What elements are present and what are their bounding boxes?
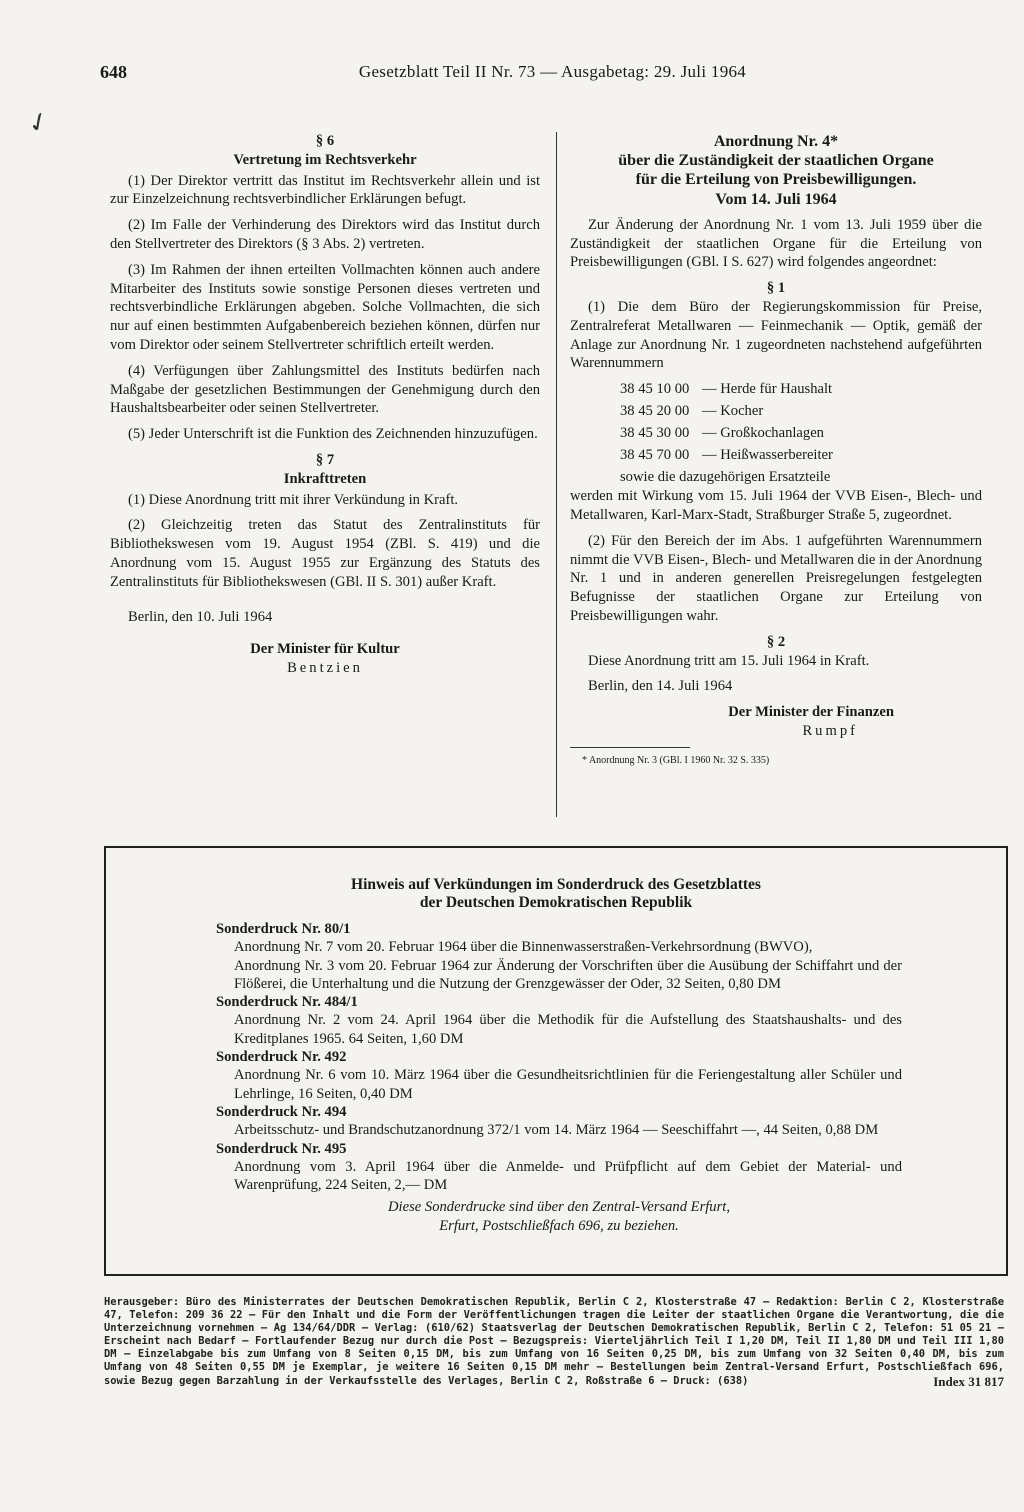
paragraph: (1) Die dem Büro der Regierungskommission für Preise, Zentralreferat Metallwaren — Feinmechanik — Optik, gemäß der Anlage zur Anordnung Nr. 1 zugeordneten nachstehend aufgeführten Warennummern [570, 298, 982, 372]
special-print-entry: Anordnung Nr. 6 vom 10. März 1964 über die Gesundheitsrichtlinien für die Feriengestaltung aller Schüler und Lehrlinge, 16 Seiten, 0,40 DM [234, 1067, 902, 1102]
place-date: Berlin, den 10. Juli 1964 [128, 608, 273, 625]
pen-mark-icon: ✓ [22, 104, 55, 141]
paragraph: (2) Für den Bereich der im Abs. 1 aufgeführten Warennummern nimmt die VVB Eisen-, Blech- und Metallwaren die in der Anordnung Nr. 1 und in anderen generellen Preisregelungen festgelegten Befugnisse der staatlichen Organe zur Erteilung von Preisbewilligungen wahr. [570, 532, 982, 624]
special-print-entry: Anordnung Nr. 2 vom 24. April 1964 über die Methodik für die Aufstellung des Staatshaushalts- und des Kreditplanes 1965. 64 Seiten, 1,60 DM [234, 1012, 902, 1047]
notice-heading-line: der Deutschen Demokratischen Republik [419, 894, 693, 911]
notice-box [104, 846, 1008, 1276]
item-code: 38 45 30 00 [620, 424, 690, 441]
signer-name: Bentzien [287, 660, 363, 677]
notice-body [216, 920, 902, 1235]
index-number: Index 31 817 [933, 1373, 1004, 1389]
list-item [620, 402, 982, 421]
item-code: 38 45 70 00 [620, 446, 690, 463]
imprint-text: Herausgeber: Büro des Ministerrates der Deutschen Demokratischen Republik, Berlin C 2, Klosterstraße 47 – Redaktion: Berlin C 2, Klosterstraße 47, Telefon: 209 36 22 – Für den Inhalt und die Form der Veröffentlichungen tragen die Leiter der staatlichen Organe die Verantwortung, die die Unterzeichnung vornehmen – Ag 134/64/DDR – Verlag: (610/62) Staatsverlag der Deutschen Demokratischen Republik, Berlin C 2, Telefon: 51 05 21 – Erscheint nach Bedarf – Fortlaufender Bezug nur durch die Post – Bezugspreis: Vierteljährlich Teil I 1,20 DM, Teil II 1,80 DM und Teil III 1,80 DM – Einzelabgabe bis zum Umfang von 8 Seiten 0,15 DM, bis zum Umfang von 16 Seiten 0,25 DM, bis zum Umfang von 32 Seiten 0,40 DM, bis zum Umfang von 48 Seiten 0,55 DM je Exemplar, je weitere 16 Seiten 0,15 DM mehr – Bestellungen beim Zentral-Versand Erfurt, Postschließfach 696, sowie Bezug gegen Barzahlung in der Verkaufsstelle des Verlages, Berlin C 2, Roßstraße 6 – Druck: (638) [104, 1296, 1004, 1387]
paragraph: (2) Gleichzeitig treten das Statut des Zentralinstituts für Bibliothekswesen vom 19. August 1954 (ZBl. S. 419) und die Anordnung vom 15. August 1955 zur Ergänzung des Statuts des Zentralinstituts für Bibliothekswesen (GBl. II S. 301) außer Kraft. [110, 517, 540, 590]
special-print-entry: Anordnung Nr. 3 vom 20. Februar 1964 zur Änderung der Vorschriften über die Ausübung der Schiffahrt und der Flößerei, die Unterhaltung und die Nutzung der Grenzgewässer der Oder, 32 Seiten, 0,80 DM [234, 957, 902, 992]
paragraph: Zur Änderung der Anordnung Nr. 1 vom 13. Juli 1959 über die Zuständigkeit der staatlichen Organe für die Erteilung von Preisbewilligungen (GBl. I S. 627) wird folgendes angeordnet: [570, 216, 982, 271]
paragraph: Diese Anordnung tritt am 15. Juli 1964 in Kraft. [588, 652, 870, 669]
publisher-imprint [104, 1296, 1004, 1388]
paragraph: (2) Im Falle der Verhinderung des Direktors wird das Institut durch den Stellvertreter des Direktors (§ 3 Abs. 2) vertreten. [110, 217, 540, 252]
footnote: * Anordnung Nr. 3 (GBl. I 1960 Nr. 32 S. 335) [582, 754, 770, 766]
ordinance-title: Anordnung Nr. 4* [713, 133, 839, 150]
item-label: — Großkochanlagen [702, 424, 824, 441]
ordinance-title: für die Erteilung von Preisbewilligungen. [635, 171, 917, 188]
page-number: 648 [100, 62, 127, 82]
section-7-number: § 7 [315, 451, 335, 468]
list-item [620, 446, 982, 465]
section-1-number: § 1 [766, 280, 786, 297]
footnote-rule [570, 747, 690, 748]
paragraph: (1) Diese Anordnung tritt mit ihrer Verkündung in Kraft. [128, 491, 459, 508]
right-column [570, 132, 982, 771]
page-header [100, 62, 1005, 92]
item-label: — Heißwasserbereiter [702, 446, 833, 463]
paragraph: (4) Verfügungen über Zahlungsmittel des Instituts bedürfen nach Maßgabe der gesetzlichen Bestimmungen der Genehmigung durch den Haushaltsbearbeiter oder seinen Stellvertreter. [110, 362, 540, 417]
item-label: — Kocher [702, 402, 764, 419]
section-6-number: § 6 [315, 133, 335, 149]
paragraph: werden mit Wirkung vom 15. Juli 1964 der VVB Eisen-, Blech- und Metallwaren, Karl-Marx-Stadt, Straßburger Straße 5, zugeordnet. [570, 488, 982, 523]
section-6-title: Vertretung im Rechtsverkehr [233, 151, 417, 168]
ordinance-date: Vom 14. Juli 1964 [715, 191, 837, 208]
special-print-entry: Arbeitsschutz- und Brandschutzanordnung 372/1 vom 14. März 1964 — Seeschiffahrt —, 44 Seiten, 0,88 DM [234, 1122, 879, 1139]
item-number-list [620, 380, 982, 464]
ordinance-title: über die Zuständigkeit der staatlichen Organe [618, 152, 934, 169]
ordering-note-line: Diese Sonderdrucke sind über den Zentral-Versand Erfurt, [388, 1199, 730, 1216]
signer-name: Rumpf [802, 722, 858, 739]
notice-heading [106, 876, 1006, 912]
item-code: 38 45 10 00 [620, 381, 690, 398]
place-date: Berlin, den 14. Juli 1964 [588, 678, 733, 695]
items-tail: sowie die dazugehörigen Ersatzteile [620, 469, 831, 486]
paragraph: (1) Der Direktor vertritt das Institut im Rechtsverkehr allein und ist zur Einzelzeichnung rechtsverbindlicher Erklärungen befugt. [110, 172, 540, 208]
special-print-label: Sonderdruck Nr. 484/1 [216, 994, 358, 1011]
special-print-label: Sonderdruck Nr. 80/1 [216, 921, 351, 937]
list-item [620, 424, 982, 443]
special-print-entry: Anordnung Nr. 7 vom 20. Februar 1964 über die Binnenwasserstraßen-Verkehrsordnung (BWVO), [234, 939, 813, 956]
special-print-label: Sonderdruck Nr. 492 [216, 1049, 347, 1066]
item-label: — Herde für Haushalt [702, 381, 833, 398]
paragraph: (3) Im Rahmen der ihnen erteilten Vollmachten können auch andere Mitarbeiter des Instituts sowie sonstige Personen dieses vertreten und rechtsverbindliche Erklärungen abgeben. Solche Vollmachten, die sich nur auf einen bestimmten Aufgabenbereich beziehen können, dürfen nur vom Direktor oder seinem Stellvertreter schriftlich erteilt werden. [110, 261, 540, 353]
notice-heading-line: Hinweis auf Verkündungen im Sonderdruck des Gesetzblattes [351, 876, 761, 893]
special-print-label: Sonderdruck Nr. 495 [216, 1140, 347, 1157]
signatory-title: Der Minister der Finanzen [728, 704, 894, 721]
section-7-title: Inkrafttreten [283, 470, 367, 487]
special-print-label: Sonderdruck Nr. 494 [216, 1103, 347, 1120]
item-code: 38 45 20 00 [620, 402, 690, 419]
signatory-title: Der Minister für Kultur [250, 641, 400, 658]
list-item [620, 380, 982, 399]
section-2-number: § 2 [766, 633, 786, 650]
column-divider [556, 132, 557, 817]
ordering-note [216, 1198, 902, 1235]
ordering-note-line: Erfurt, Postschließfach 696, zu beziehen. [439, 1217, 679, 1234]
left-column [110, 132, 540, 678]
special-print-entry: Anordnung vom 3. April 1964 über die Anmelde- und Prüfpflicht auf dem Gebiet der Material- und Warenprüfung, 224 Seiten, 2,— DM [234, 1158, 902, 1194]
header-title: Gesetzblatt Teil II Nr. 73 — Ausgabetag: 29. Juli 1964 [358, 62, 747, 81]
paragraph: (5) Jeder Unterschrift ist die Funktion des Zeichnenden hinzuzufügen. [128, 426, 538, 443]
